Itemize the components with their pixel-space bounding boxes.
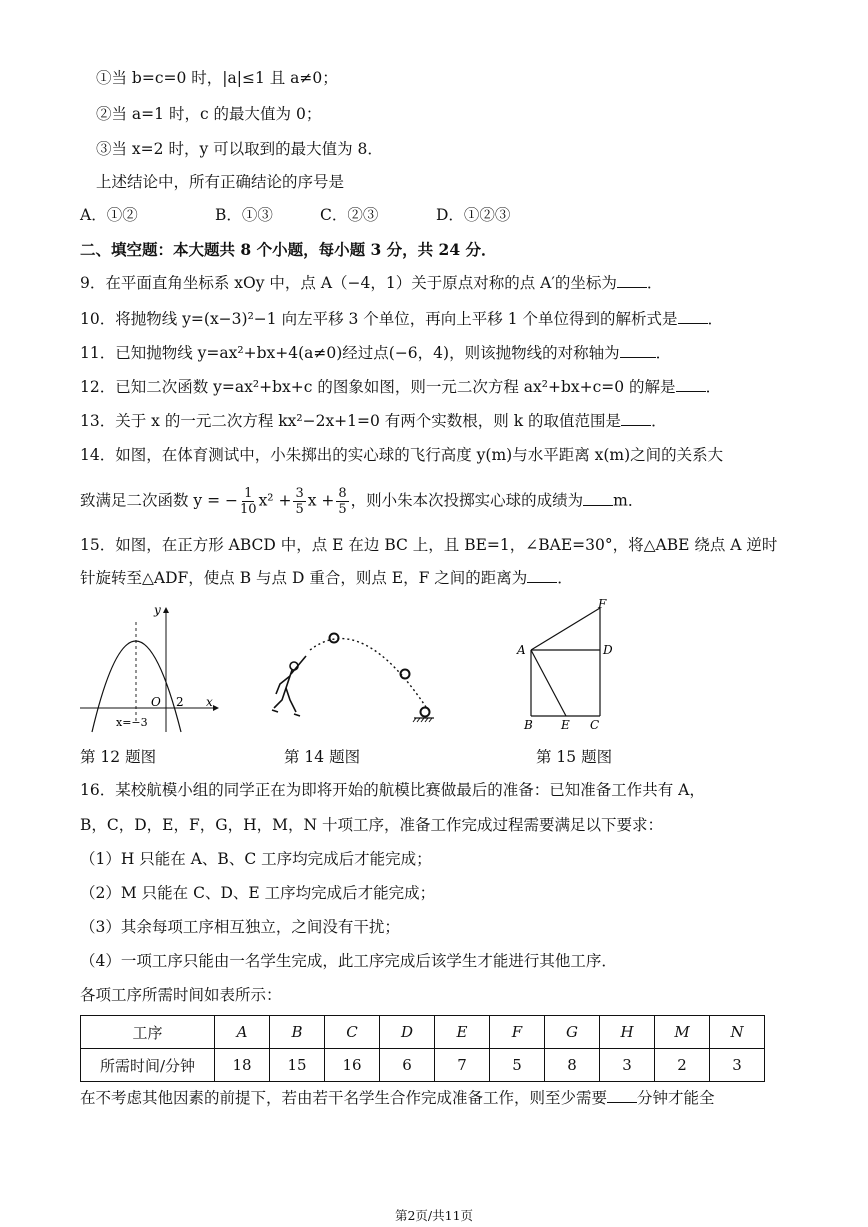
process-b: B [270,1016,325,1049]
process-e: E [435,1016,490,1049]
ball-middle [401,670,410,679]
question-16-ending [80,1088,715,1108]
period: ． [707,310,724,328]
segment-af [531,608,600,650]
fraction-8-5: $\frac{8}{5}$ [338,486,347,517]
page-footer: 第2页/共11页 [394,1208,474,1223]
athlete-figure [272,656,306,716]
period: ． [557,569,573,587]
period: ． [705,378,722,396]
answer-blank [617,273,647,288]
segment-ae [531,650,566,716]
origin-label: O [151,695,161,709]
question-13-text: 13．关于 x 的一元二次方程 kx²−2x+1=0 有两个实数根，则 k 的取值范围是 [80,412,622,430]
question-10 [80,309,723,329]
question-16-line2: B，C，D，E，F，G，H，M，N 十项工序，准备工作完成过程需要满足以下要求： [80,816,664,834]
process-m: M [655,1016,710,1049]
question-16-ending-text: 在不考虑其他因素的前提下，若由若干名学生合作完成准备工作，则至少需要 [80,1089,608,1107]
period: ． [651,412,667,430]
question-15-text: 针旋转至△ADF，使点 B 与点 D 重合，则点 E，F 之间的距离为 [80,569,528,587]
question-9-text: 9．在平面直角坐标系 xOy 中，点 A（−4，1）关于原点对称的点 A′的坐标为 [80,274,617,292]
fraction-1-10: $\frac{1}{10}$ [240,486,257,517]
question-11-text: 11．已知抛物线 y=ax²+bx+4(a≠0)经过点(−6，4)，则该抛物线的对称轴为 [80,344,620,362]
question-14-line1: 14．如图，在体育测试中，小朱掷出的实心球的飞行高度 y(m)与水平距离 x(m)之间的关系大 [80,446,724,464]
requirement-3: （3）其余每项工序相互独立，之间没有干扰； [80,918,400,936]
vertex-d: D [603,643,613,657]
conclusion-2: ②当 a=1 时，c 的最大值为 0； [96,105,322,123]
vertex-b: B [524,718,533,732]
time-d: 6 [380,1049,435,1082]
q14-text-1: 致满足二次函数 y = − [80,491,239,510]
period: ． [655,344,672,362]
time-g: 8 [545,1049,600,1082]
vertex-f: F [598,598,607,611]
time-n: 3 [710,1049,765,1082]
q14-text-3: x + [307,491,335,510]
requirement-2: （2）M 只能在 C、D、E 工序均完成后才能完成； [80,884,436,902]
vertex-a: A [517,643,526,657]
process-time-table [80,1015,765,1082]
time-h: 3 [600,1049,655,1082]
question-14-line2 [80,486,643,517]
option-d: D．①②③ [436,206,511,224]
process-g: G [545,1016,600,1049]
caption-fig-14: 第 14 题图 [284,748,361,766]
time-m: 2 [655,1049,710,1082]
table-intro: 各项工序所需时间如表所示： [80,986,282,1004]
answer-blank [676,377,706,392]
time-b: 15 [270,1049,325,1082]
process-c: C [325,1016,380,1049]
tick-2: 2 [176,695,184,709]
q14-unit: m． [613,491,644,510]
question-13 [80,411,667,431]
process-d: D [380,1016,435,1049]
figure-14-shot-put [262,628,442,728]
conclusion-1: ①当 b=c=0 时，|a|≤1 且 a≠0； [96,69,338,87]
time-a: 18 [215,1049,270,1082]
vertex-c: C [590,718,600,732]
process-h: H [600,1016,655,1049]
period: ． [646,274,663,292]
y-label: y [154,603,161,617]
option-a: A．①② [80,206,138,224]
caption-fig-12: 第 12 题图 [80,748,157,766]
question-16-line1: 16．某校航模小组的同学正在为即将开始的航模比赛做最后的准备：已知准备工作共有 A， [80,781,705,799]
ball-top [330,634,339,643]
question-15-line2 [80,568,573,588]
time-c: 16 [325,1049,380,1082]
question-15-line1: 15．如图，在正方形 ABCD 中，点 E 在边 BC 上，且 BE=1，∠BAE=30°，将△ABE 绕点 A 逆时 [80,536,778,554]
symmetry-label: x=−3 [116,716,148,729]
question-10-text: 10．将抛物线 y=(x−3)²−1 向左平移 3 个单位，再向上平移 1 个单位得到的解析式是 [80,310,678,328]
answer-blank [620,343,656,358]
section-2-heading: 二、填空题：本大题共 8 个小题，每小题 3 分，共 24 分． [80,240,497,259]
question-9 [80,273,662,293]
table-time-row [81,1049,765,1082]
option-b: B．①③ [215,206,273,224]
requirement-4: （4）一项工序只能由一名学生完成，此工序完成后该学生才能进行其他工序． [80,952,617,970]
answer-blank [607,1088,637,1103]
requirement-1: （1）H 只能在 A、B、C 工序均完成后才能完成； [80,850,432,868]
figure-12-parabola [78,600,228,735]
option-c: C．②③ [320,206,379,224]
process-n: N [710,1016,765,1049]
header-label: 工序 [81,1016,215,1049]
q14-text-2: x² + [258,491,292,510]
x-label: x [206,695,213,709]
answer-blank [621,411,651,426]
conclusion-3: ③当 x=2 时，y 可以取到的最大值为 8． [96,140,383,158]
answer-blank [527,568,557,583]
process-f: F [490,1016,545,1049]
answer-blank [678,309,708,324]
question-11 [80,343,671,363]
figure-15-square [510,598,620,738]
question-16-ending-tail: 分钟才能全 [637,1089,715,1107]
vertex-e: E [561,718,570,732]
process-a: A [215,1016,270,1049]
question-12-text: 12．已知二次函数 y=ax²+bx+c 的图象如图，则一元二次方程 ax²+bx+c=0 的解是 [80,378,676,396]
fraction-3-5: $\frac{3}{5}$ [295,486,304,517]
table-header-row [81,1016,765,1049]
row-label: 所需时间/分钟 [81,1049,215,1082]
question-8-stem: 上述结论中，所有正确结论的序号是 [96,173,345,191]
time-e: 7 [435,1049,490,1082]
time-f: 5 [490,1049,545,1082]
q14-text-4: ，则小朱本次投掷实心球的成绩为 [350,491,584,510]
answer-blank [583,491,613,506]
question-12 [80,377,721,397]
ball-landing [421,708,430,717]
caption-fig-15: 第 15 题图 [536,748,613,766]
